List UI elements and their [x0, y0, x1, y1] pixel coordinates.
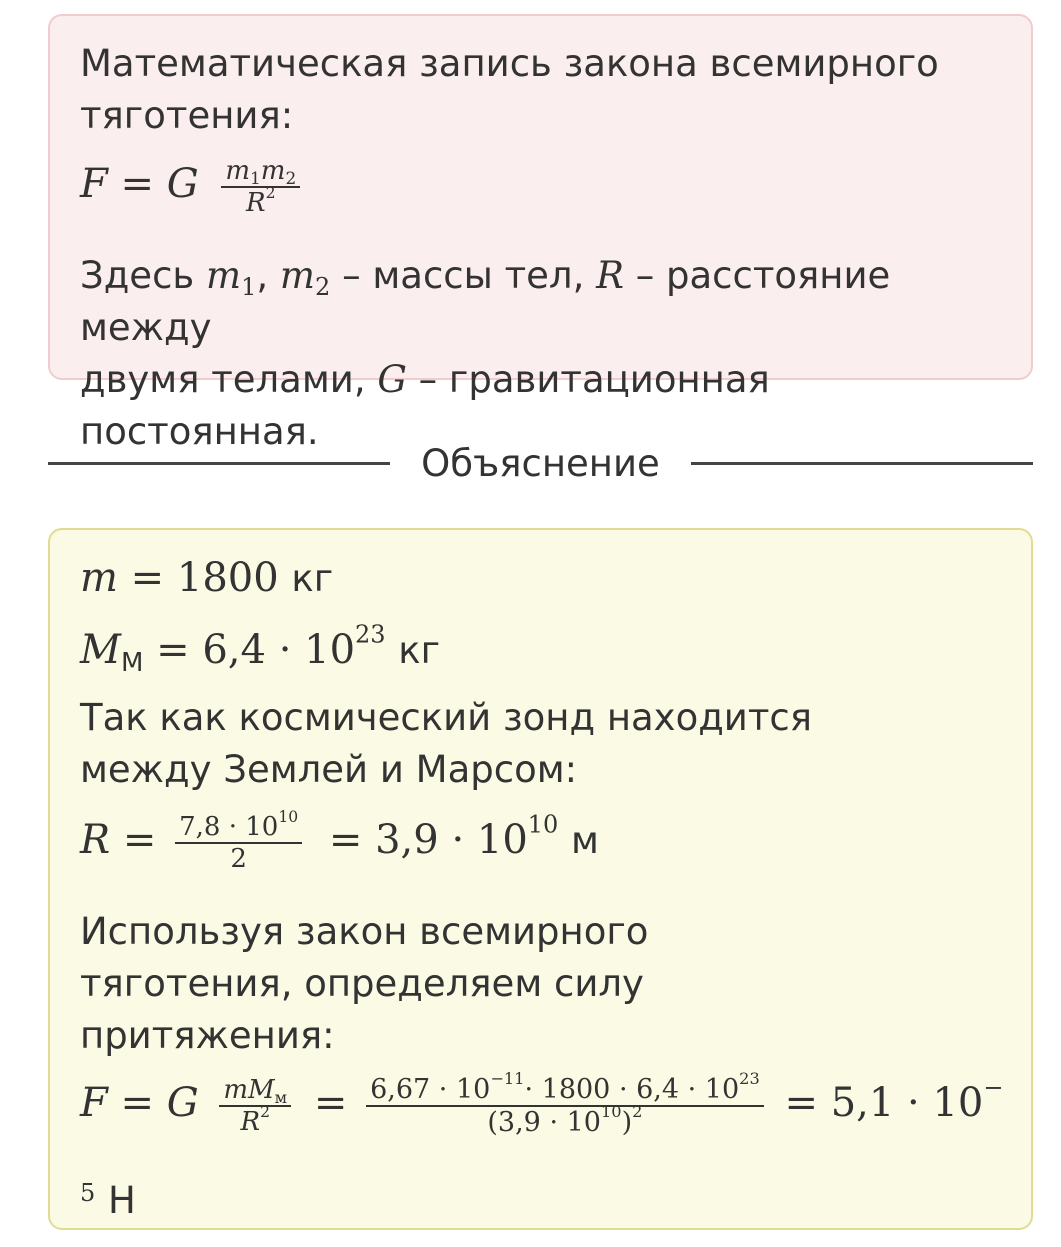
desc-m2-sub: 2	[315, 273, 331, 302]
desc-m1-sub: 1	[241, 273, 257, 302]
distance-num-value: 7,8 · 10	[179, 812, 279, 842]
mars-mass-var: M	[80, 627, 121, 673]
force-frac2-den-close: )	[621, 1107, 633, 1138]
desc-part4: – гравитационная постоянная.	[80, 358, 770, 453]
num-sub2: 2	[285, 168, 297, 189]
force-eq3: =	[784, 1080, 818, 1126]
force-frac1-den-var: R	[240, 1107, 261, 1137]
distance-fraction	[175, 807, 302, 874]
distance-eq: =	[122, 817, 157, 863]
den-r: R	[246, 188, 266, 218]
mars-mass-eq: =	[156, 627, 190, 673]
formula-eq: =	[120, 161, 154, 207]
force-line	[80, 1069, 1004, 1170]
mass-value: 1800	[176, 555, 279, 601]
mass-var: m	[80, 555, 118, 601]
formula-f: F	[80, 161, 108, 207]
force-result-pow-b: 5	[80, 1179, 96, 1207]
force-result: 5,1 · 10	[830, 1080, 984, 1126]
den-pow: 2	[265, 183, 276, 202]
force-frac2-num-b: · 1800 · 6,4 · 10	[524, 1074, 740, 1105]
force-g: G	[166, 1080, 199, 1126]
distance-unit: м	[571, 819, 599, 862]
mass-line	[80, 550, 1001, 606]
mars-mass-line	[80, 612, 1001, 688]
mass-eq: =	[130, 555, 165, 601]
formula-numerator	[221, 156, 300, 189]
force-eq2: =	[313, 1080, 348, 1126]
desc-m2-var: m	[279, 254, 316, 297]
mars-mass-unit: кг	[398, 629, 441, 672]
desc-g: G	[377, 358, 407, 401]
force-frac1-den	[219, 1102, 291, 1137]
desc-m1	[205, 254, 257, 302]
num-m1: m	[225, 156, 251, 186]
divider-label: Объяснение	[421, 442, 660, 485]
force-fraction-2	[366, 1069, 764, 1138]
distance-num-pow: 10	[278, 807, 299, 826]
num-m2: m	[260, 156, 286, 186]
distance-var: R	[80, 817, 111, 863]
force-frac1-num-var: mM	[223, 1075, 275, 1105]
force-frac1-num	[219, 1075, 291, 1105]
desc-prefix: Здесь	[80, 254, 195, 297]
force-frac2-den	[366, 1102, 764, 1138]
desc-part3: двумя телами,	[80, 358, 366, 401]
explanation-text-1: Так как космический зонд находится между Землей и Марсом:	[80, 696, 812, 791]
force-f: F	[80, 1080, 108, 1126]
rule-formula	[80, 156, 1001, 236]
desc-part1: – массы тел,	[342, 254, 585, 297]
desc-part2: – расстояние между	[80, 254, 891, 349]
force-eq: =	[120, 1080, 154, 1126]
force-frac2-den-sq: 2	[632, 1102, 643, 1122]
force-unit: Н	[108, 1179, 136, 1222]
force-frac2-den-pow: 10	[600, 1102, 622, 1122]
rule-title: Математическая запись закона всемирного тяготения:	[80, 42, 939, 137]
force-fraction-1	[219, 1075, 291, 1137]
desc-comma: ,	[256, 254, 269, 297]
desc-m2	[279, 254, 331, 302]
force-frac1-num-sub: м	[274, 1087, 288, 1107]
rule-card	[48, 14, 1033, 453]
mars-mass-power: 23	[355, 620, 386, 649]
force-frac2-num-a: 6,67 · 10	[370, 1074, 491, 1105]
distance-eq2: =	[328, 817, 363, 863]
force-frac2-den-a: (3,9 · 10	[487, 1107, 601, 1138]
num-sub1: 1	[250, 168, 261, 189]
explanation-divider	[48, 442, 1033, 486]
distance-line	[80, 807, 1001, 896]
distance-numerator	[175, 807, 302, 842]
mars-mass-sub: М	[120, 647, 144, 678]
mars-mass-value: 6,4 · 10	[202, 627, 356, 673]
rule-description	[80, 250, 1001, 458]
formula-denominator	[221, 183, 300, 218]
desc-r: R	[596, 254, 624, 297]
force-line-wrap	[80, 1170, 1001, 1230]
force-result-pow-a: −	[983, 1073, 1004, 1102]
distance-denominator: 2	[230, 844, 247, 874]
desc-m1-var: m	[205, 254, 242, 297]
force-frac2-num-b-pow: 23	[739, 1069, 760, 1089]
divider-line-right	[691, 462, 1033, 465]
distance-power: 10	[527, 810, 559, 839]
force-frac2-num-a-pow: −11	[490, 1069, 525, 1089]
force-frac2-num	[366, 1069, 764, 1105]
formula-g: G	[166, 161, 199, 207]
force-frac1-den-pow: 2	[260, 1102, 270, 1121]
distance-value: 3,9 · 10	[375, 817, 528, 863]
explanation-text-2: Используя закон всемирного тяготения, определяем силу притяжения:	[80, 910, 649, 1057]
explanation-card	[48, 528, 1033, 1230]
formula-fraction	[221, 156, 300, 218]
mass-unit: кг	[291, 557, 334, 600]
